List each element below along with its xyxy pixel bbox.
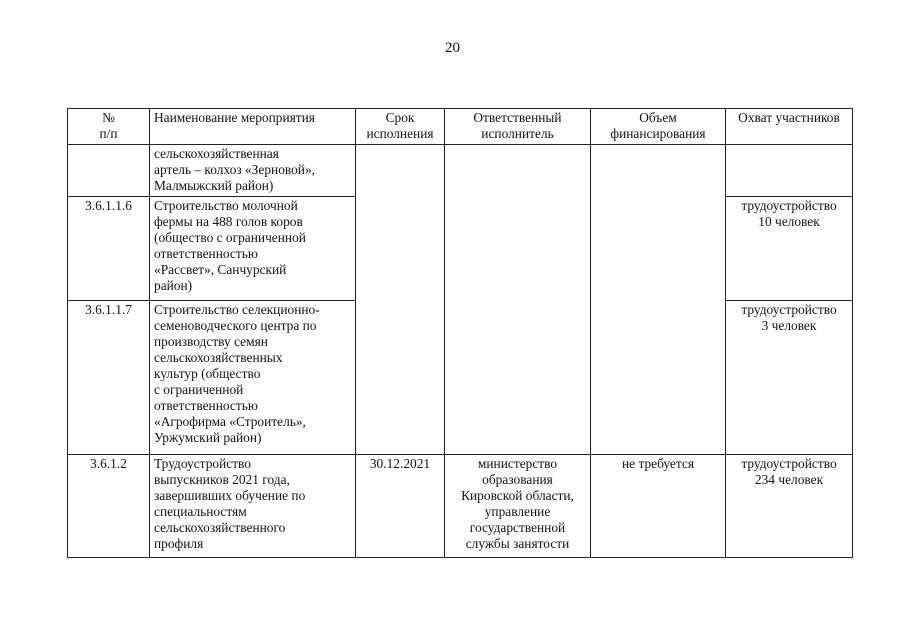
measures-table bbox=[67, 108, 853, 558]
table-row bbox=[68, 455, 853, 558]
row-coverage: трудоустройство 3 человек bbox=[726, 301, 853, 455]
table-row bbox=[68, 145, 853, 197]
row-financing-empty bbox=[591, 145, 726, 455]
row-num: 3.6.1.1.6 bbox=[68, 197, 150, 301]
row-name: Трудоустройство выпускников 2021 года, завершивших обучение по специальностям сельскохозяйственного профиля bbox=[150, 455, 356, 558]
row-financing: не требуется bbox=[591, 455, 726, 558]
page-number: 20 bbox=[445, 40, 460, 56]
row-name: Строительство молочной фермы на 488 голов коров (общество с ограниченной ответственностью «Рассвет», Санчурский район) bbox=[150, 197, 356, 301]
header-financing: Объем финансирования bbox=[591, 109, 726, 145]
row-num bbox=[68, 145, 150, 197]
row-coverage: трудоустройство 10 человек bbox=[726, 197, 853, 301]
row-num: 3.6.1.1.7 bbox=[68, 301, 150, 455]
header-deadline: Срок исполнения bbox=[356, 109, 445, 145]
header-num: № п/п bbox=[68, 109, 150, 145]
row-responsible: министерство образования Кировской области, управление государственной службы занятости bbox=[445, 455, 591, 558]
header-coverage: Охват участников bbox=[726, 109, 853, 145]
row-responsible-empty bbox=[445, 145, 591, 455]
header-name: Наименование мероприятия bbox=[150, 109, 356, 145]
row-deadline-empty bbox=[356, 145, 445, 455]
row-name: сельскохозяйственная артель – колхоз «Зерновой», Малмыжский район) bbox=[150, 145, 356, 197]
table-header-row bbox=[68, 109, 853, 145]
row-coverage: трудоустройство 234 человек bbox=[726, 455, 853, 558]
row-deadline: 30.12.2021 bbox=[356, 455, 445, 558]
row-coverage bbox=[726, 145, 853, 197]
row-name: Строительство селекционно- семеноводческого центра по производству семян сельскохозяйственных культур (общество с ограниченной ответственностью «Агрофирма «Строитель», Уржумский район) bbox=[150, 301, 356, 455]
row-num: 3.6.1.2 bbox=[68, 455, 150, 558]
header-responsible: Ответственный исполнитель bbox=[445, 109, 591, 145]
